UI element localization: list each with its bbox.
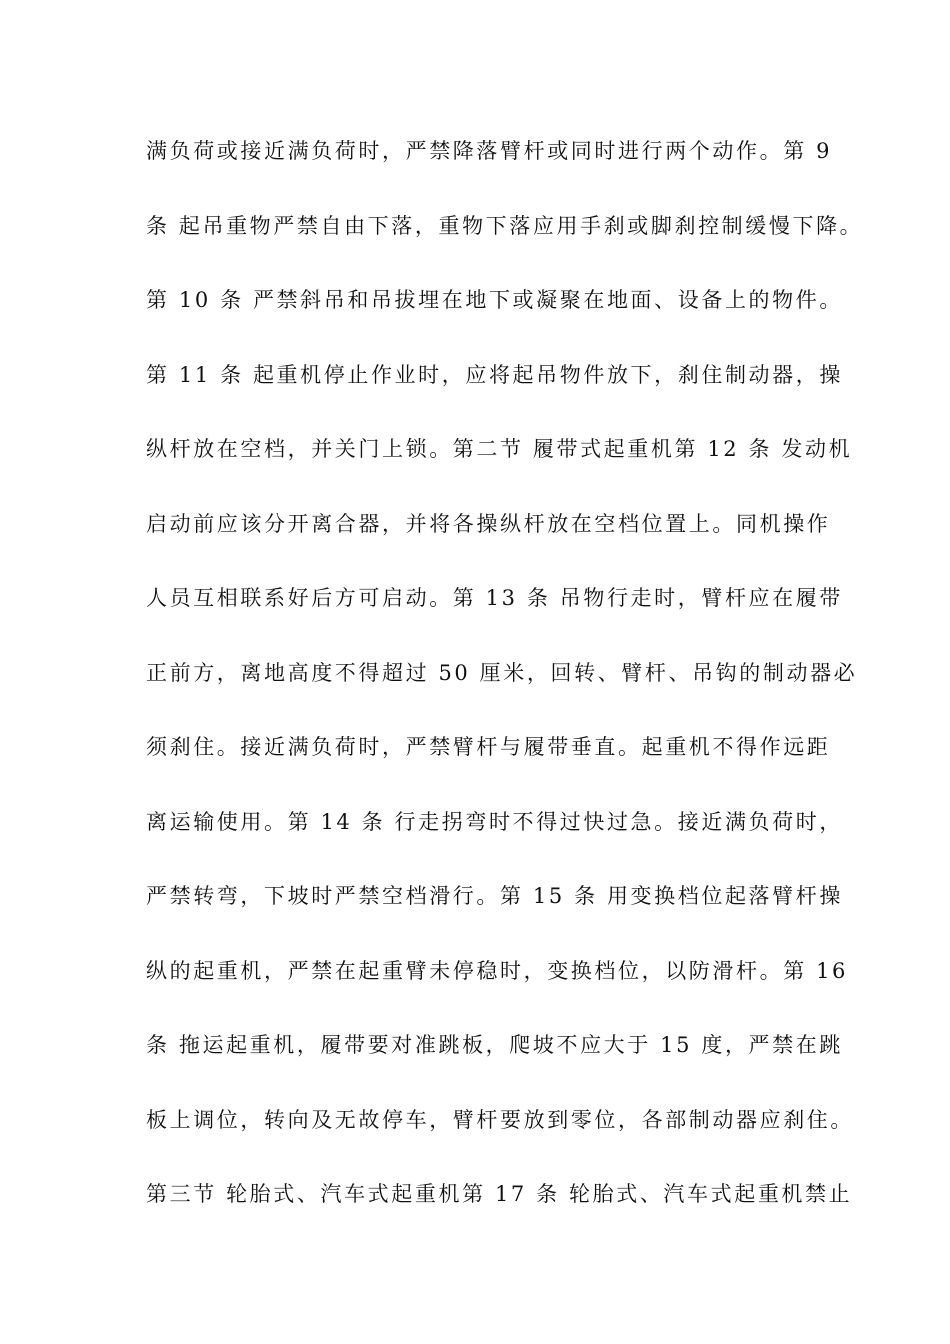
text-line-14: 板上调位，转向及无故停车，臂杆要放到零位，各部制动器应刹住。 (146, 1107, 854, 1132)
text-line-6: 启动前应该分开离合器，并将各操纵杆放在空档位置上。同机操作 (146, 511, 831, 536)
text-line-11: 严禁转弯，下坡时严禁空档滑行。第 15 条 用变换档位起落臂杆操 (146, 884, 843, 908)
text-line-15: 第三节 轮胎式、汽车式起重机第 17 条 轮胎式、汽车式起重机禁止 (146, 1182, 853, 1206)
text-line-7: 人员互相联系好后方可启动。第 13 条 吊物行走时，臂杆应在履带 (146, 586, 843, 610)
text-line-3: 第 10 条 严禁斜吊和吊拔埋在地下或凝聚在地面、设备上的物件。 (146, 288, 843, 312)
body-text (146, 132, 864, 1250)
text-line-13: 条 拖运起重机，履带要对准跳板，爬坡不应大于 15 度，严禁在跳 (146, 1033, 843, 1057)
text-line-4: 第 11 条 起重机停止作业时，应将起吊物件放下，刹住制动器，操 (146, 362, 843, 387)
text-line-1: 满负荷或接近满负荷时，严禁降落臂杆或同时进行两个动作。第 9 (146, 139, 833, 163)
text-line-2: 条 起吊重物严禁自由下落，重物下落应用手刹或脚刹控制缓慢下降。 (146, 213, 864, 238)
text-line-8: 正前方，离地高度不得超过 50 厘米，回转、臂杆、吊钩的制动器必 (146, 660, 858, 685)
text-line-9: 须刹住。接近满负荷时，严禁臂杆与履带垂直。起重机不得作远距 (146, 735, 831, 759)
text-line-10: 离运输使用。第 14 条 行走拐弯时不得过快过急。接近满负荷时， (146, 809, 843, 834)
text-line-5: 纵杆放在空档，并关门上锁。第二节 履带式起重机第 12 条 发动机 (146, 437, 853, 461)
text-line-12: 纵的起重机，严禁在起重臂未停稳时，变换档位，以防滑杆。第 16 (146, 958, 848, 983)
